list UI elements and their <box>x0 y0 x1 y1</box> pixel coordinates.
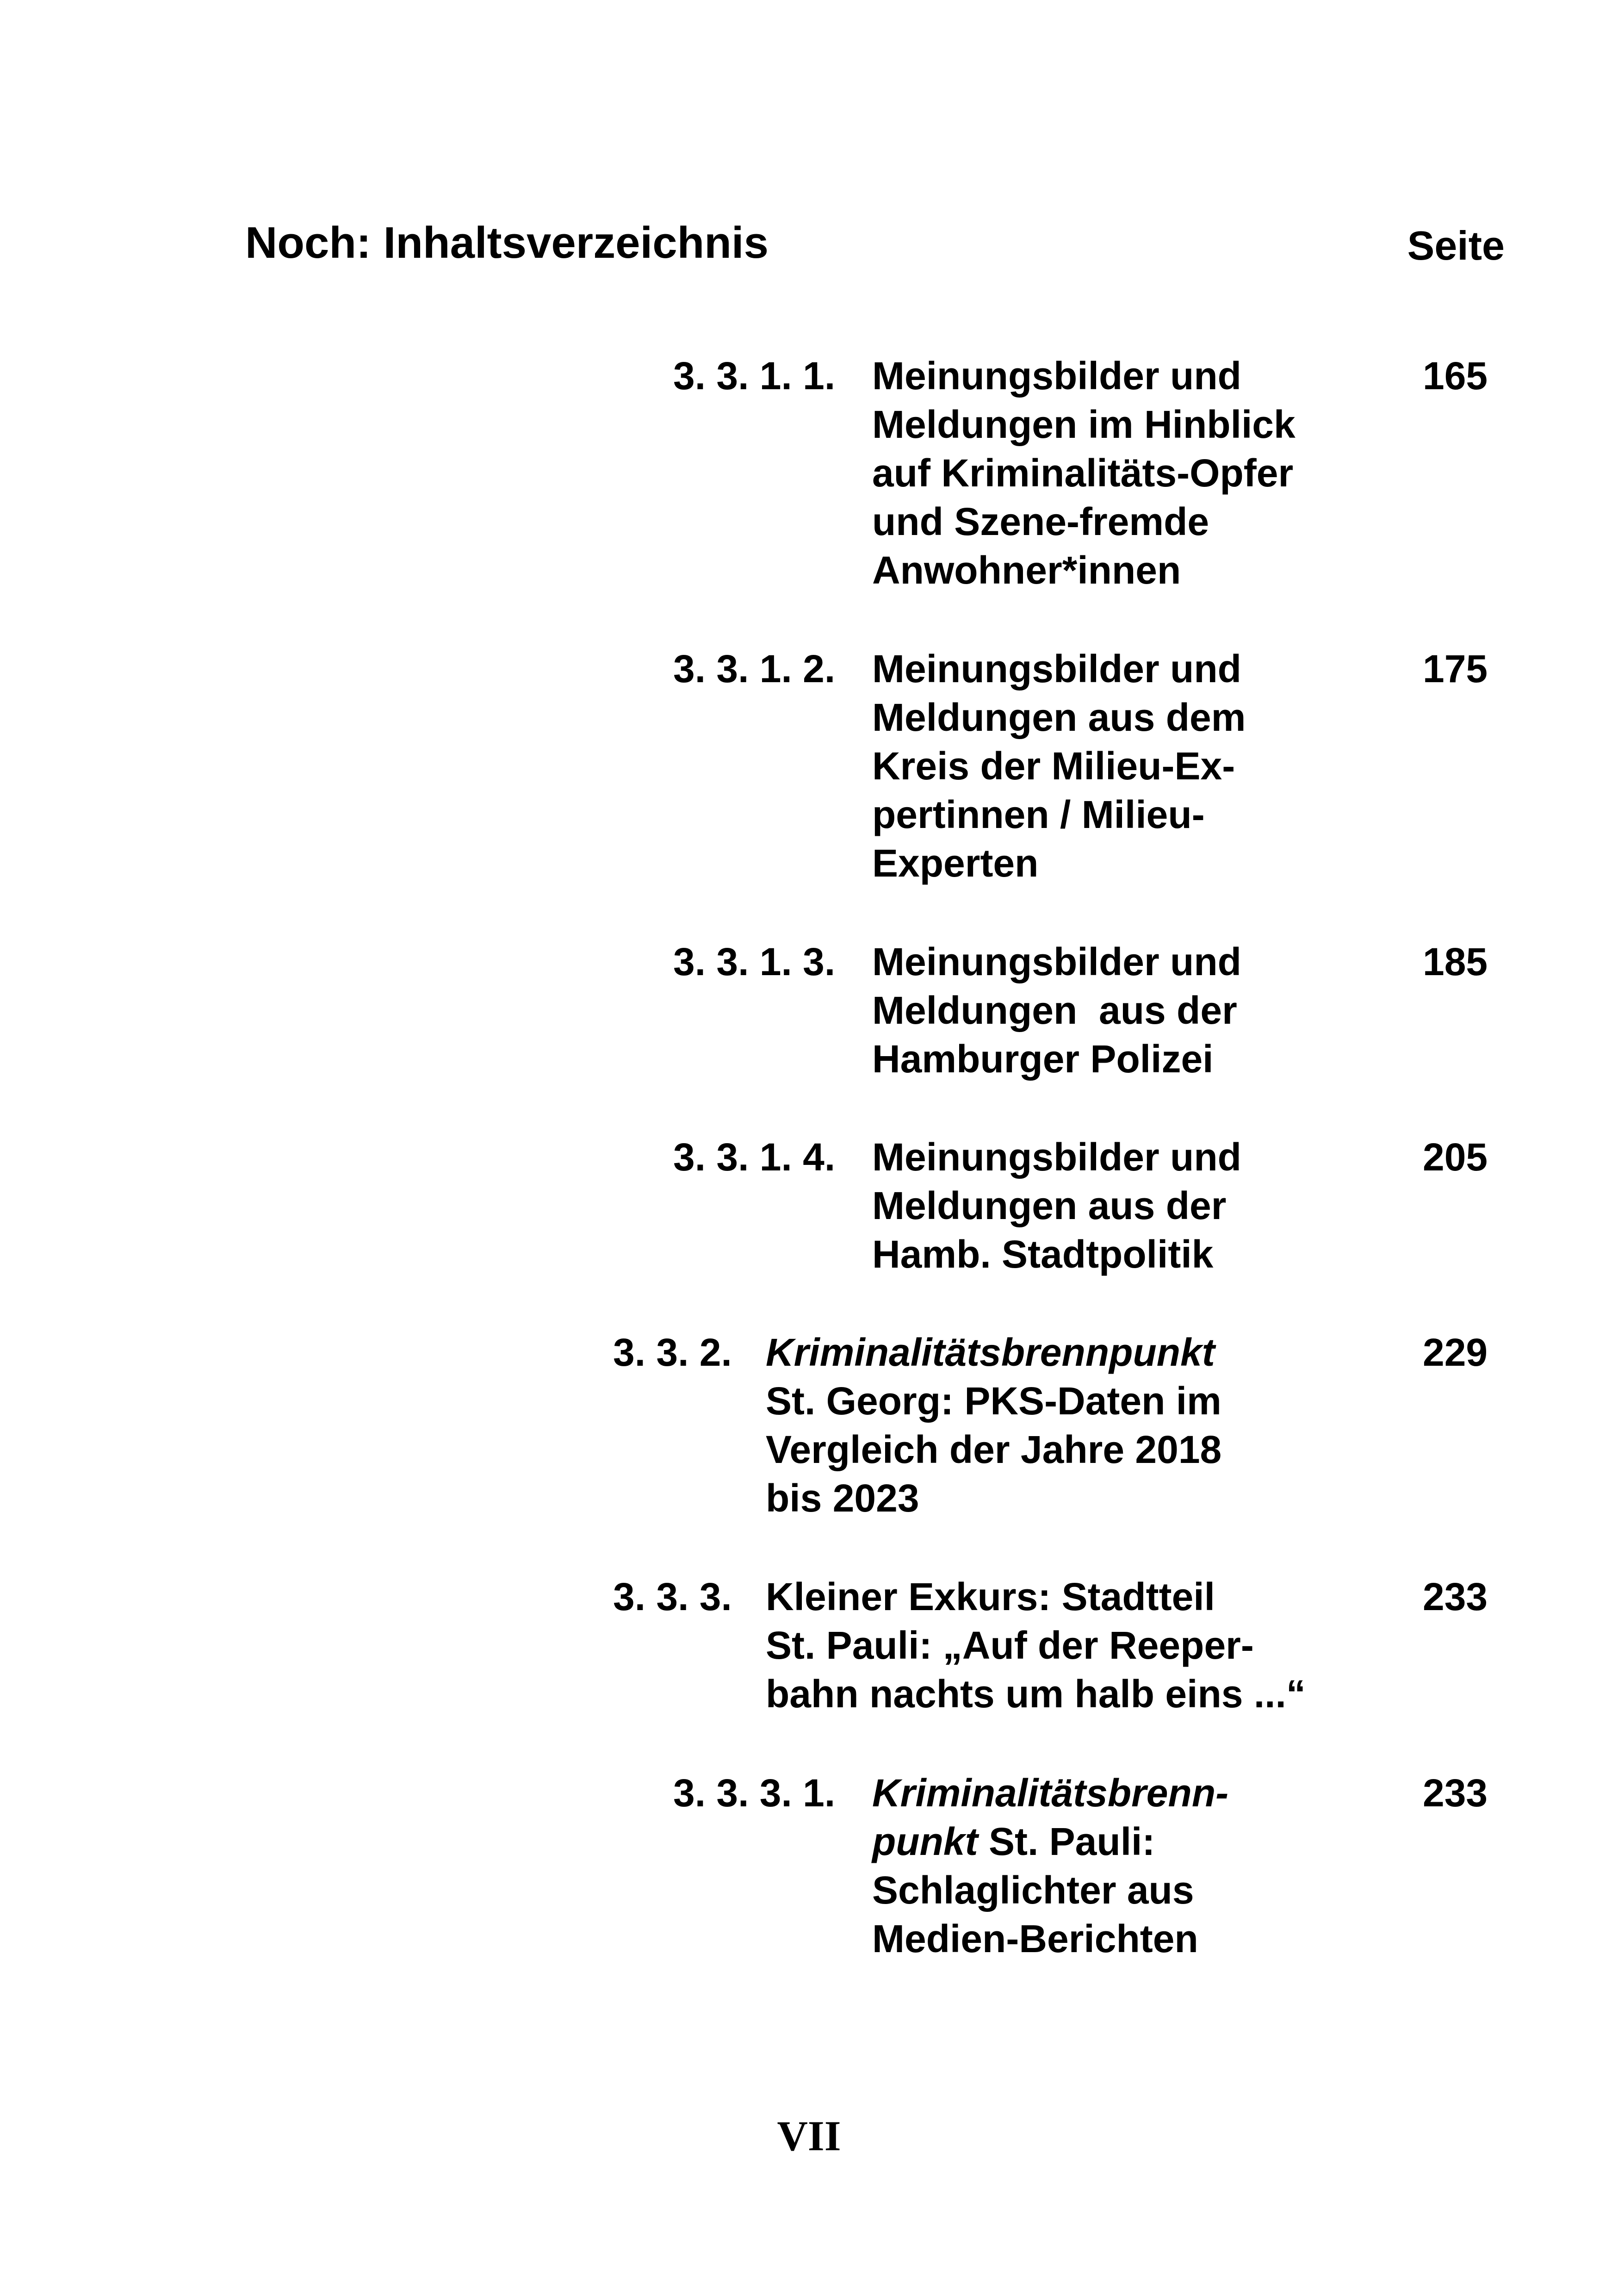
toc-entry-title-line: Meldungen aus dem <box>872 696 1246 739</box>
toc-entry-title-line: Kleiner Exkurs: Stadtteil <box>766 1575 1215 1618</box>
toc-entry-page: 185 <box>1423 940 1488 983</box>
toc-entry-title-line: Kriminalitätsbrenn- <box>872 1771 1229 1815</box>
toc-entry-title <box>872 352 1381 595</box>
toc-entry-title-line: Kreis der Milieu-Ex- <box>872 744 1235 788</box>
toc-entry-page: 165 <box>1423 354 1488 398</box>
toc-heading: Noch: Inhaltsverzeichnis <box>245 218 769 268</box>
toc-entry-title <box>872 938 1381 1083</box>
toc-entry-title-line: Meinungsbilder und <box>872 354 1241 398</box>
toc-entry-title-line: Vergleich der Jahre 2018 <box>766 1428 1222 1471</box>
toc-entry-title-line: Meldungen im Hinblick <box>872 403 1296 446</box>
toc-entry-page: 175 <box>1423 647 1488 691</box>
toc-entry-title <box>766 1328 1275 1523</box>
toc-entry-title <box>766 1573 1306 1718</box>
toc-entry-title-line: Meinungsbilder und <box>872 1135 1241 1179</box>
page-number: VII <box>777 2112 841 2159</box>
toc-entry-page: 233 <box>1423 1771 1488 1815</box>
toc-entry-title-line: Medien-Berichten <box>872 1917 1198 1960</box>
toc-entry-title-regular-part: St. Pauli: <box>978 1820 1155 1863</box>
toc-entry-title-line: Hamb. Stadtpolitik <box>872 1232 1214 1276</box>
toc-entry-title-line: Meinungsbilder und <box>872 940 1241 983</box>
toc-entry-number: 3. 3. 1. 3. <box>673 940 836 983</box>
toc-entry-title-line: Schlaglichter aus <box>872 1868 1194 1912</box>
toc-entry-title-italic-part: punkt <box>872 1820 978 1863</box>
toc-entry-title-line: Experten <box>872 841 1039 885</box>
toc-entry-title-line: St. Georg: PKS-Daten im <box>766 1379 1221 1423</box>
toc-entry-title-line: Meldungen aus der <box>872 989 1237 1032</box>
toc-entry-title-line: auf Kriminalitäts-Opfer <box>872 451 1294 495</box>
toc-entry-number: 3. 3. 1. 1. <box>673 354 836 398</box>
toc-entry-page: 205 <box>1423 1135 1488 1179</box>
toc-entry-title-line: Kriminalitätsbrennpunkt <box>766 1331 1215 1374</box>
page-column-label: Seite <box>1407 223 1505 268</box>
toc-entry-title <box>872 1769 1381 1963</box>
toc-entry-number: 3. 3. 2. <box>613 1331 732 1374</box>
toc-entry-title-line: und Szene-fremde <box>872 500 1209 543</box>
toc-entry-title <box>872 645 1381 888</box>
toc-entry-title-line: Meldungen aus der <box>872 1184 1227 1227</box>
toc-entry-title-line: Hamburger Polizei <box>872 1037 1214 1081</box>
toc-entry-title-line <box>872 1817 1381 1866</box>
toc-entry-title-line: St. Pauli: „Auf der Reeper- <box>766 1624 1254 1667</box>
toc-entry-title-line: Anwohner*innen <box>872 548 1181 592</box>
toc-entry-title-line: pertinnen / Milieu- <box>872 793 1205 836</box>
toc-entry-title-line: bis 2023 <box>766 1476 919 1520</box>
toc-entry-title-line: bahn nachts um halb eins ...“ <box>766 1672 1306 1716</box>
toc-entry-title <box>872 1133 1381 1279</box>
toc-entry-page: 229 <box>1423 1331 1488 1374</box>
toc-entry-number: 3. 3. 1. 2. <box>673 647 836 691</box>
toc-entry-number: 3. 3. 3. <box>613 1575 732 1618</box>
toc-entry-page: 233 <box>1423 1575 1488 1618</box>
toc-entry-title-line: Meinungsbilder und <box>872 647 1241 691</box>
toc-entry-number: 3. 3. 3. 1. <box>673 1771 836 1815</box>
toc-entry-number: 3. 3. 1. 4. <box>673 1135 836 1179</box>
